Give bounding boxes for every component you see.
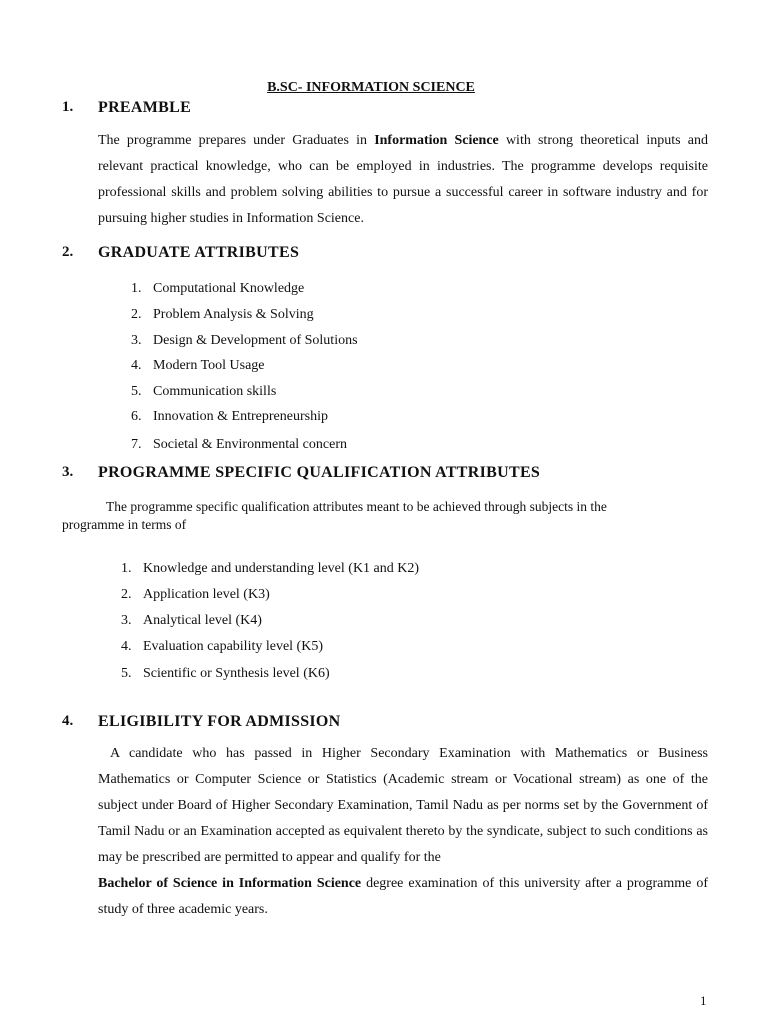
eligibility-paragraph	[98, 741, 708, 923]
attribute-list-item: 1. Computational Knowledge	[131, 281, 305, 296]
attribute-list-item: 2. Problem Analysis & Solving	[131, 307, 314, 322]
eligibility-bold-text: Bachelor of Science in Information Science	[98, 876, 362, 891]
document-title: B.SC- INFORMATION SCIENCE	[267, 80, 475, 95]
section-3-title: PROGRAMME SPECIFIC QUALIFICATION ATTRIBUTES	[98, 464, 541, 481]
section-1-number: 1.	[62, 99, 74, 115]
eligibility-text-start: A candidate who has passed in Higher Secondary Examination with Mathematics or Business Mathematics or Computer Science or Statistics (Academic stream or Vocational stream) as one of the subject under Board of Higher Secondary Examination, Tamil Nadu as per norms set by the Government of Tamil Nadu or an Examination accepted as equivalent thereto by the syndicate, subject to such conditions as may be prescribed are permitted to appear and qualify for the	[98, 746, 708, 865]
preamble-bold-text: Information Science	[374, 133, 499, 148]
qualification-list-item: 4. Evaluation capability level (K5)	[121, 639, 323, 654]
qualification-list-item: 1. Knowledge and understanding level (K1 and K2)	[121, 561, 420, 576]
attribute-list-item: 5. Communication skills	[131, 384, 277, 399]
section-2-number: 2.	[62, 244, 74, 260]
section-4-title: ELIGIBILITY FOR ADMISSION	[98, 713, 341, 730]
preamble-text-start: The programme prepares under Graduates in	[98, 133, 375, 148]
attribute-list-item: 4. Modern Tool Usage	[131, 358, 265, 373]
section-3-number: 3.	[62, 464, 74, 480]
qualification-list-item: 3. Analytical level (K4)	[121, 613, 262, 628]
section-2-title: GRADUATE ATTRIBUTES	[98, 244, 300, 261]
qualification-intro-line-1: The programme specific qualification attributes meant to be achieved through subjects in the	[106, 499, 607, 514]
qualification-intro-line-2: programme in terms of	[62, 517, 187, 532]
section-4-number: 4.	[62, 713, 74, 729]
attribute-list-item: 7. Societal & Environmental concern	[131, 437, 347, 452]
section-1-title: PREAMBLE	[98, 99, 192, 116]
eligibility-text-end: degree examination of this university after a programme of study of three academic years.	[98, 876, 708, 917]
preamble-paragraph	[98, 128, 708, 232]
page-number: 1	[700, 993, 707, 1008]
attribute-list-item: 3. Design & Development of Solutions	[131, 333, 358, 348]
attribute-list-item: 6. Innovation & Entrepreneurship	[131, 409, 328, 424]
qualification-list-item: 5. Scientific or Synthesis level (K6)	[121, 666, 330, 681]
preamble-text-end: with strong theoretical inputs and relevant practical knowledge, who can be employed in industries. The programme develops requisite professional skills and problem solving abilities to pursue a successful career in software industry and for pursuing higher studies in Information Science.	[98, 133, 708, 226]
qualification-list-item: 2. Application level (K3)	[121, 587, 270, 602]
